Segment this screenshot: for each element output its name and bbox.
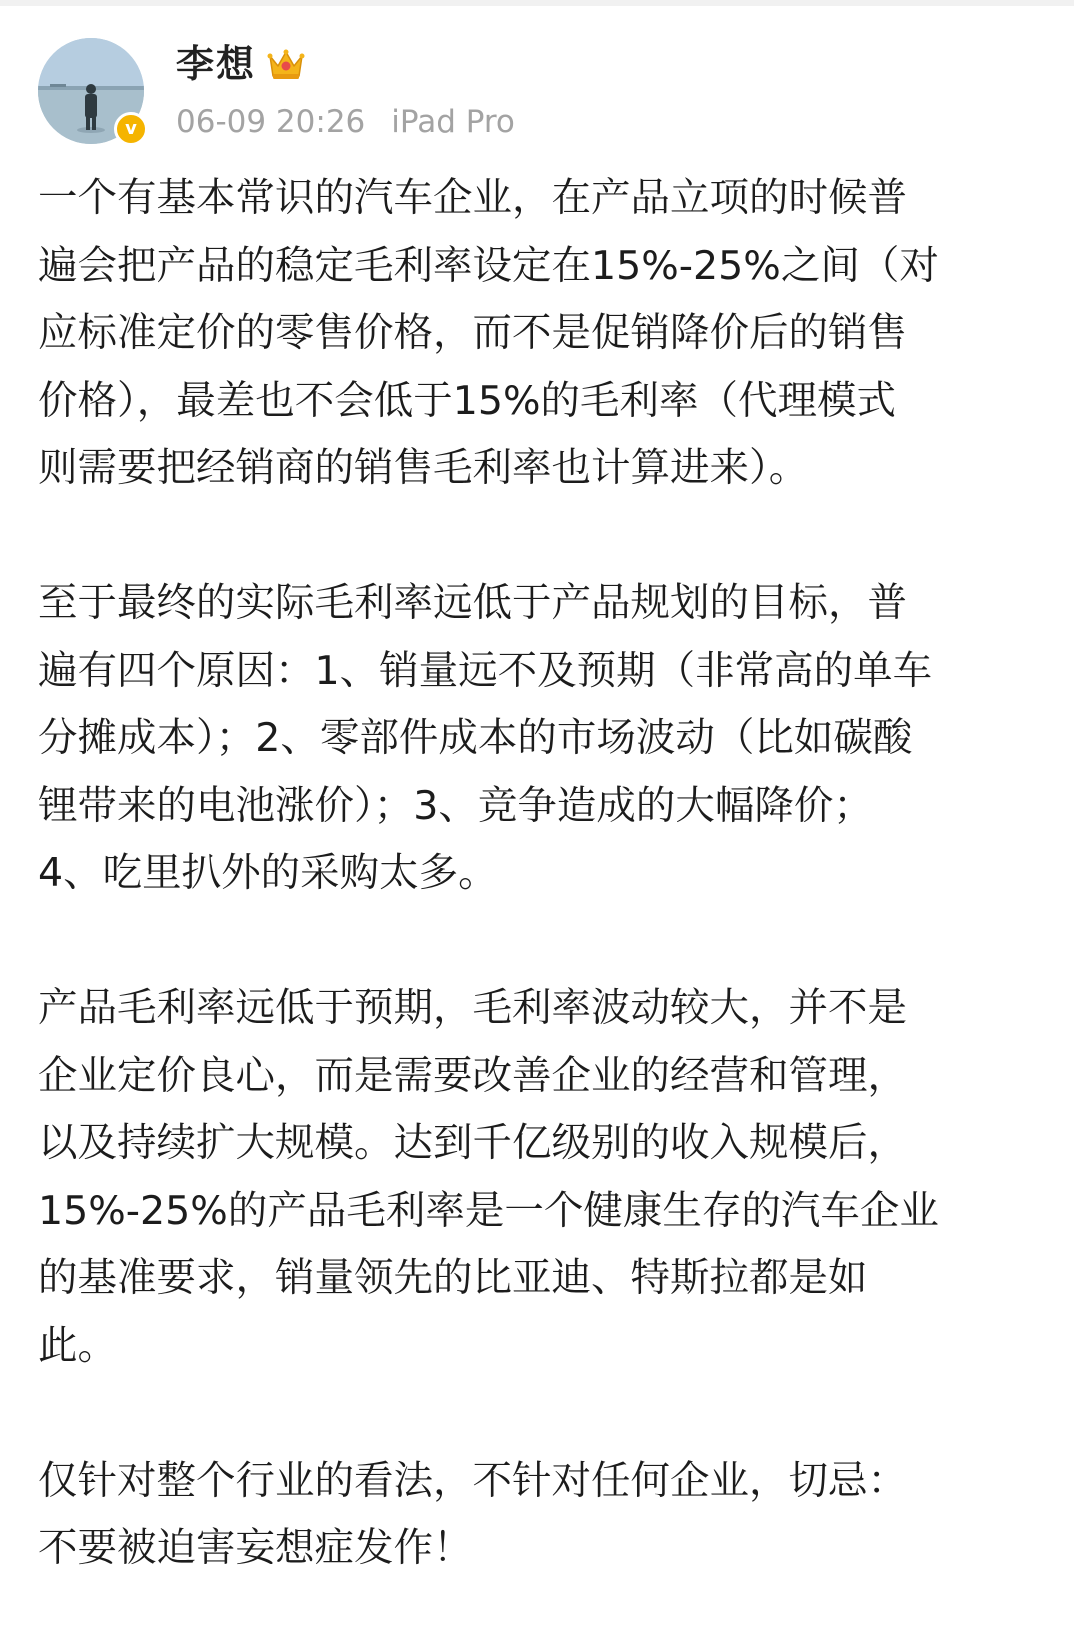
text-line: 以及持续扩大规模。达到千亿级别的收入规模后， xyxy=(38,1120,907,1166)
paragraph-2 xyxy=(38,570,1028,908)
text-line: 不要被迫害妄想症发作！ xyxy=(38,1525,473,1571)
post-body xyxy=(38,165,1028,1583)
top-edge-divider xyxy=(0,0,1074,6)
post-header xyxy=(38,38,1038,150)
text-line: 15%-25%的产品毛利率是一个健康生存的汽车企业 xyxy=(38,1187,939,1234)
text-line: 遍会把产品的稳定毛利率设定在15%-25%之间（对 xyxy=(38,242,939,289)
paragraph-1 xyxy=(38,165,1028,503)
text-line: 遍有四个原因：1、销量远不及预期（非常高的单车 xyxy=(38,647,933,694)
text-line: 则需要把经销商的销售毛利率也计算进来）。 xyxy=(38,445,809,491)
text-line: 分摊成本）；2、零部件成本的市场波动（比如碳酸 xyxy=(38,715,913,761)
author-name[interactable]: 李想 xyxy=(176,42,257,86)
post-timestamp: 06-09 20:26 xyxy=(176,104,366,140)
text-line: 锂带来的电池涨价）；3、竞争造成的大幅降价； xyxy=(38,782,873,829)
text-line: 应标准定价的零售价格，而不是促销降价后的销售 xyxy=(38,310,907,356)
text-line: 产品毛利率远低于预期，毛利率波动较大，并不是 xyxy=(38,985,907,1031)
crown-icon[interactable] xyxy=(266,44,306,84)
text-line: 至于最终的实际毛利率远低于产品规划的目标，普 xyxy=(38,580,907,626)
text-line: 企业定价良心，而是需要改善企业的经营和管理， xyxy=(38,1052,907,1099)
text-line: 一个有基本常识的汽车企业，在产品立项的时候普 xyxy=(38,175,907,221)
paragraph-3 xyxy=(38,975,1028,1380)
text-line: 价格），最差也不会低于15%的毛利率（代理模式 xyxy=(38,377,897,424)
verified-v-icon: v xyxy=(114,112,148,146)
text-line: 的基准要求，销量领先的比亚迪、特斯拉都是如 xyxy=(38,1255,868,1301)
post-meta xyxy=(176,102,515,142)
paragraph-4 xyxy=(38,1448,1028,1583)
post-device: iPad Pro xyxy=(391,104,515,140)
text-line: 4、吃里扒外的采购太多。 xyxy=(38,850,498,896)
text-line: 此。 xyxy=(38,1322,117,1369)
text-line: 仅针对整个行业的看法，不针对任何企业，切忌： xyxy=(38,1457,907,1504)
author-avatar-wrap[interactable] xyxy=(38,38,146,146)
